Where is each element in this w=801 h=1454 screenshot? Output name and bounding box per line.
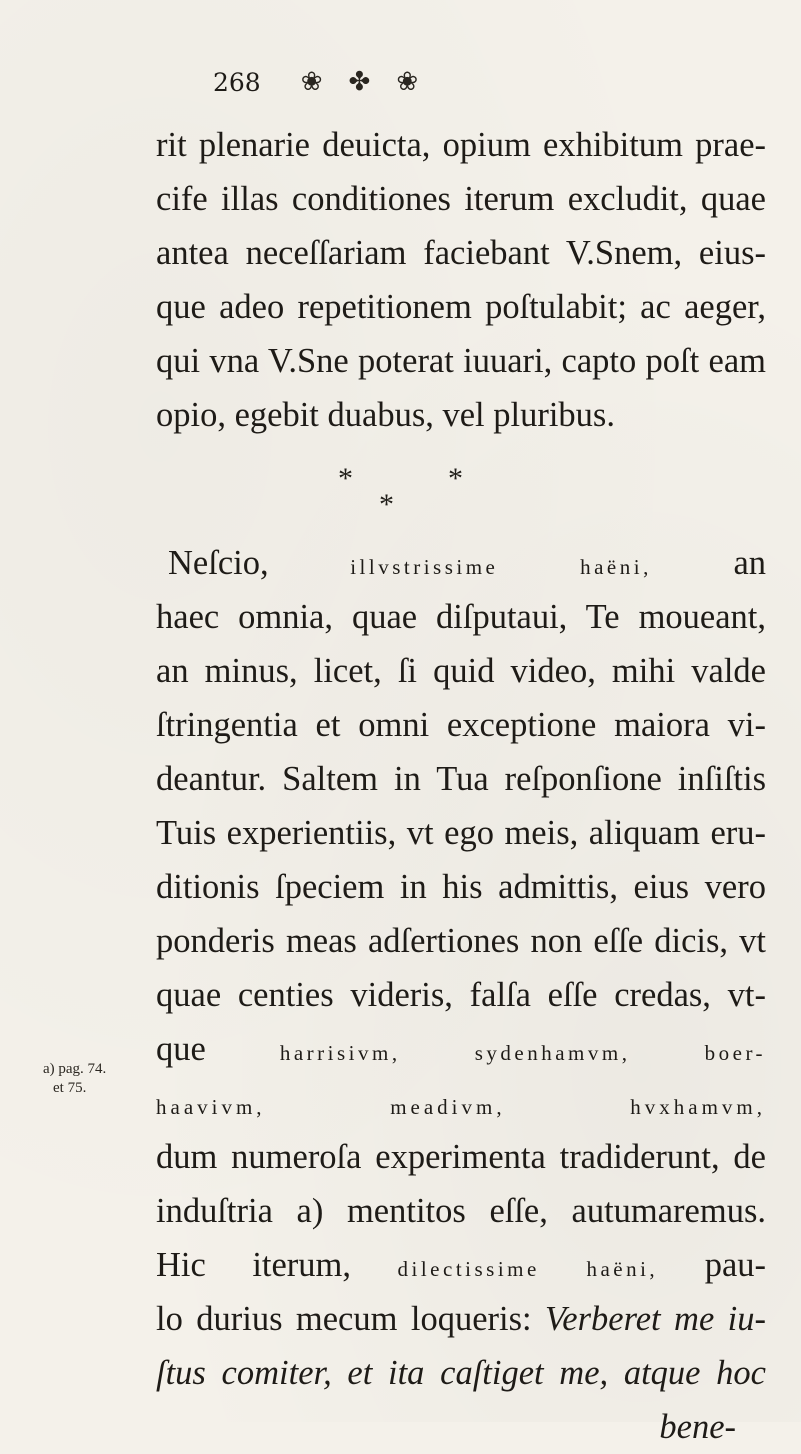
text-line [156,1076,766,1130]
section-separator [156,442,766,536]
text-line: ſtus comiter, et ita caſtiget me, atque hoc [156,1354,766,1392]
text-fragment: lo durius mecum loqueris: [156,1300,532,1338]
text-line: cife illas conditiones iterum excludit, quae [156,180,766,218]
italic-quote: Verberet me iu- [545,1300,767,1338]
asterisk-icon: * [379,488,394,521]
text-line: an minus, licet, ſi quid video, mihi valde [156,652,766,690]
text-line: que adeo repetitionem poſtulabit; ac aeger, [156,288,766,326]
text-line: Tuis experientiis, vt ego meis, aliquam eru- [156,814,766,852]
text-line [156,1292,766,1346]
text-line: haec omnia, quae diſputaui, Te moueant, [156,598,766,636]
flower-ornament-icon: ❀ [396,67,419,97]
page-header [213,60,444,104]
text-line: induſtria a) mentitos eſſe, autumaremus. [156,1192,766,1230]
text-fragment: que [156,1030,206,1068]
asterisk-icon: * [448,462,463,495]
cross-ornament-icon: ✤ [348,67,371,97]
text-line: deantur. Saltem in Tua reſponſione inſiſtis [156,760,766,798]
text-line: ditionis ſpeciem in his admittis, eius vero [156,868,766,906]
body-text [156,118,766,1454]
text-line: antea neceſſariam faciebant V.Snem, eius- [156,234,766,272]
text-line: rit plenarie deuicta, opium exhibitum prae- [156,126,766,164]
text-line: dum numeroſa experimenta tradiderunt, de [156,1138,766,1176]
catchword: bene- [659,1408,736,1446]
flower-ornament-icon: ❀ [300,67,323,97]
text-line: qui vna V.Sne poterat iuuari, capto poſt eam [156,342,766,380]
text-fragment: Hic iterum, [156,1246,351,1284]
text-line: quae centies videris, falſa eſſe credas, vt- [156,976,766,1014]
text-fragment: an [733,544,767,582]
text-line: ponderis meas adſertiones non eſſe dicis, vt [156,922,766,960]
marginal-line: a) pag. 74. [43,1061,107,1077]
page-number: 268 [213,67,261,97]
text-line [156,1238,766,1292]
text-line: ſtringentia et omni exceptione maiora vi- [156,706,766,744]
marginal-line: et 75. [53,1080,87,1096]
text-fragment: Neſcio, [168,544,269,582]
small-caps-name: harrisivm, sydenhamvm, boer- [279,1041,767,1065]
small-caps-name: haavivm, meadivm, hvxhamvm, [156,1095,766,1119]
text-fragment: pau- [704,1246,767,1284]
text-line: opio, egebit duabus, vel pluribus. [156,396,615,434]
marginal-note [43,1060,106,1098]
asterisk-icon: * [338,462,353,495]
text-line [156,1022,766,1076]
small-caps-name: illvstrissime haëni, [350,555,652,579]
small-caps-name: dilectissime haëni, [397,1257,659,1281]
text-line [156,536,766,590]
